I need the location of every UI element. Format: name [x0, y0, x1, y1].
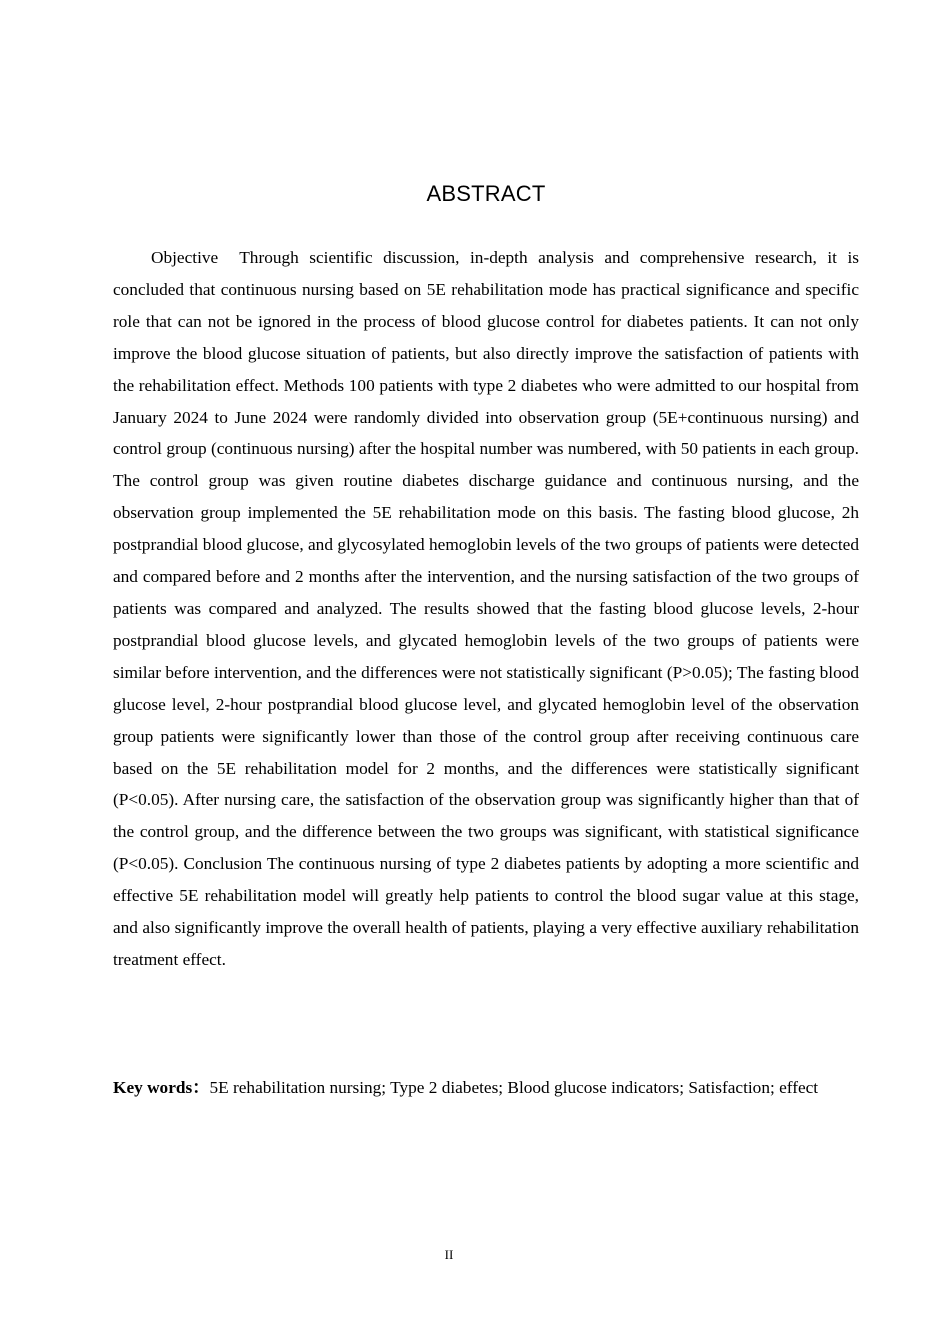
abstract-paragraph	[113, 242, 859, 976]
keywords-label: Key words：	[113, 1078, 210, 1097]
abstract-text: Through scientific discussion, in-depth analysis and comprehensive research, it is concluded that continuous nursing based on 5E rehabilitation mode has practical significance and specific role that can not be ignored in the process of blood glucose control for diabetes patients. It can not only improve the blood glucose situation of patients, but also directly improve the satisfaction of patients with the rehabilitation effect. Methods 100 patients with type 2 diabetes who were admitted to our hospital from January 2024 to June 2024 were randomly divided into observation group (5E+continuous nursing) and control group (continuous nursing) after the hospital number was numbered, with 50 patients in each group. The control group was given routine diabetes discharge guidance and continuous nursing, and the observation group implemented the 5E rehabilitation mode on this basis. The fasting blood glucose, 2h postprandial blood glucose, and glycosylated hemoglobin levels of the two groups of patients were detected and compared before and 2 months after the intervention, and the nursing satisfaction of the two groups of patients was compared and analyzed. The results showed that the fasting blood glucose levels, 2-hour postprandial blood glucose levels, and glycated hemoglobin levels of the two groups of patients were similar before intervention, and the differences were not statistically significant (P>0.05); The fasting blood glucose level, 2-hour postprandial blood glucose level, and glycated hemoglobin level of the observation group patients were significantly lower than those of the control group after receiving continuous care based on the 5E rehabilitation model for 2 months, and the differences were statistically significant (P<0.05). After nursing care, the satisfaction of the observation group was significantly higher than that of the control group, and the difference between the two groups was significant, with statistical significance (P<0.05). Conclusion The continuous nursing of type 2 diabetes patients by adopting a more scientific and effective 5E rehabilitation model will greatly help patients to control the blood sugar value at this stage, and also significantly improve the overall health of patients, playing a very effective auxiliary rehabilitation treatment effect.	[113, 248, 859, 969]
keywords-paragraph	[113, 1072, 859, 1104]
objective-label: Objective	[151, 248, 219, 267]
page-title: ABSTRACT	[426, 181, 546, 206]
keywords-text: 5E rehabilitation nursing; Type 2 diabetes; Blood glucose indicators; Satisfaction; effect	[209, 1078, 819, 1097]
page-number: II	[444, 1247, 454, 1262]
